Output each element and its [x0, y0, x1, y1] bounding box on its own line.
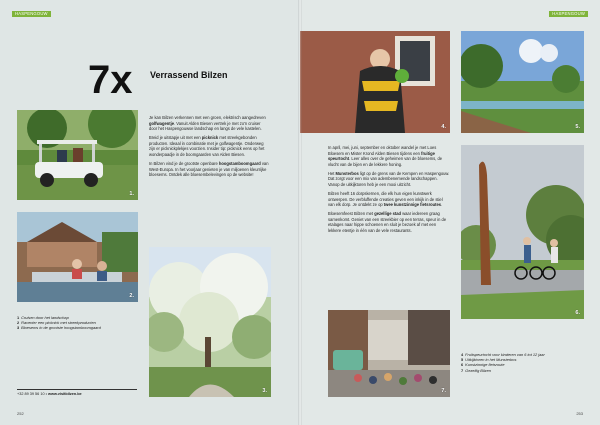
paragraph-munsterbos: Het Munsterbos ligt op de grens van de Kempen en Haspengouw. Dat zorgt voor een mix van adembenemende landschappen. Vanop de uitkijktoren heb je een mooi uitzicht. — [328, 170, 450, 187]
photo-number: 4. — [441, 124, 446, 130]
golf-cart-illustration — [17, 110, 138, 200]
photo-lookout-tower — [461, 31, 584, 133]
page-number-right: 253 — [576, 411, 583, 416]
paragraph-city: Bloesemfeest Bilzen met gezellige stad waar iedereen graag samenkomt. Geniet van een streekbier op een terras, speur in de etalages naar hippe schoenen en sluit je bezoek af met een lekkere etentje in één van de vele restaurants. — [328, 211, 447, 233]
footer-separator: • — [45, 392, 47, 396]
photo-golf-cart — [17, 110, 138, 200]
section-tag-left: HASPENGOUW — [12, 11, 51, 17]
caption-1: 1 Cruisen door het landschap — [17, 315, 69, 320]
right-page — [300, 0, 600, 425]
paragraph-golf-cart: Je kan Bilzen verkennen met een groen, elektrisch aangedreven golfwagentje. Vanuit Alden Biesen vertrek je met zo'n cruiser door het Haspengouwse landschap en langs de vele kastelen. — [149, 115, 266, 132]
caption-7: 7 Gezellig Bilzen — [461, 367, 491, 373]
left-body-text — [149, 115, 269, 181]
paragraph-art-routes: Bilzen heeft 16 dorpskernen, die elk hun eigen kunstwerk ontwerpen. De verbluffende creaties geven een inkijk in de stiel van elk dorp. Je ontdekt ze op twee kunstzinnige fietsroutes. — [328, 190, 443, 208]
contact-footer — [17, 392, 82, 396]
website-link[interactable]: www.visitbilzen.be — [48, 392, 82, 396]
picnic-illustration — [17, 212, 138, 302]
caption-5: 5 Uitkijktoren in het Munsterbos — [461, 357, 517, 363]
performer-illustration — [300, 31, 450, 133]
footer-divider — [17, 389, 137, 390]
caption-2: 2 Ravenier een picknick met streekproducten — [17, 320, 96, 326]
photo-number: 3. — [262, 388, 267, 394]
paragraph-scavenger-hunt: In april, mei, juni, september en oktober wandel je met Loes Bloesem en Mister Krond Alden Biesen tijdens een fruitige speurtocht. Leer alles over de geheimen van de bloesems, de vlucht van de bijen en de lekkere honing. — [328, 145, 443, 167]
paragraph-picnic: Breid je uitstapje uit met een picknick met streekgebonden producten. Ideaal in combinatie met je golfwagentje. Onderweg zijn er picknickplekjes voorzien. Insider tip: picknick eens op het wonderpaadje in de boomgaarden van Alden Biesen. — [149, 135, 265, 157]
photo-number: 7. — [441, 388, 446, 394]
photo-blossoms — [149, 247, 271, 397]
cycling-illustration — [461, 145, 584, 319]
right-captions — [461, 352, 586, 373]
phone-number: +32 89 39 56 10 — [17, 392, 45, 396]
landscape-illustration — [461, 31, 584, 133]
caption-4: 4 Fruitspeurtocht voor kinderen van 6 tot 12 jaar — [461, 352, 545, 357]
page-number-left: 252 — [17, 411, 24, 416]
photo-number: 2. — [129, 293, 134, 299]
section-tag-right: HASPENGOUW — [549, 11, 588, 17]
photo-picnic — [17, 212, 138, 302]
photo-performer — [300, 31, 450, 133]
right-body-text — [328, 145, 450, 237]
paragraph-orchard: In Bilzen vind je de grootste openbare hoogstamboomgaard van West-Europa. In het voorjaar genieten je van miljoenen kleurrijke bloesems. Ontdek alle bloesembelevingen op de website! — [149, 160, 269, 178]
photo-number: 1. — [129, 191, 134, 197]
photo-cycling-route — [461, 145, 584, 319]
photo-number: 5. — [575, 124, 580, 130]
street-illustration — [328, 310, 450, 397]
spread-gutter — [298, 0, 302, 425]
caption-6: 6 Kunstzinnige fietsroute — [461, 362, 505, 368]
photo-number: 6. — [575, 310, 580, 316]
caption-3: 3 Bloesems in de grootste hoogstamboomgaard — [17, 325, 101, 331]
title-number: 7x — [88, 58, 133, 102]
blossom-illustration — [149, 247, 271, 397]
title-text: Verrassend Bilzen — [150, 70, 228, 80]
photo-city-center — [328, 310, 450, 397]
left-captions — [17, 315, 142, 331]
